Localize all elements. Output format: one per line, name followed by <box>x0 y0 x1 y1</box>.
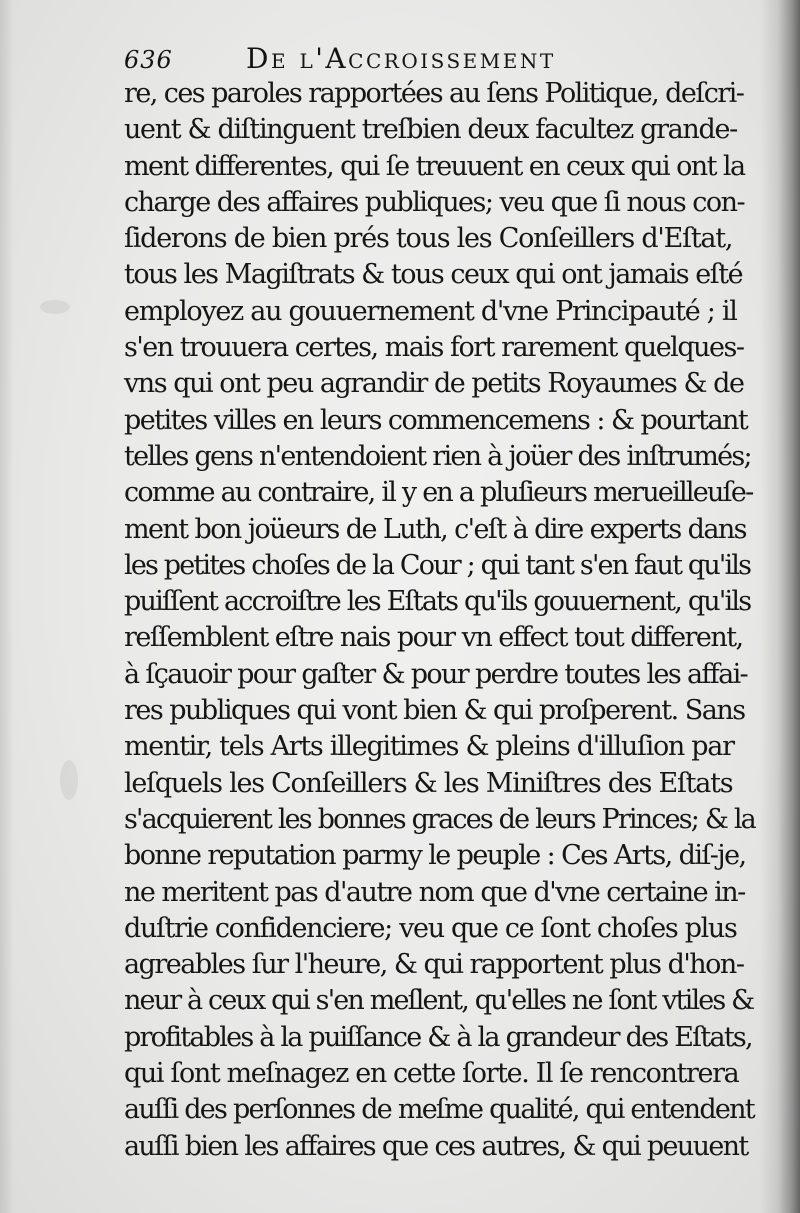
text-line: s'en trouuera certes, mais fort rarement quelques- <box>124 332 744 364</box>
page-number: 636 <box>124 46 173 74</box>
text-line: comme au contraire, il y en a pluſieurs merueilleuſe- <box>124 477 753 509</box>
text-line: ment bon joüeurs de Luth, c'eſt à dire experts dans <box>124 513 746 545</box>
page-left-edge-shadow <box>0 0 14 1213</box>
text-line: res publiques qui vont bien & qui proſperent. Sans <box>124 695 745 727</box>
page-gutter-shadow <box>760 0 800 1213</box>
text-line: employez au gouuernement d'vne Principauté ; il <box>124 295 737 327</box>
text-line: qui ſont meſnagez en cette ſorte. Il ſe rencontrera <box>124 1058 739 1090</box>
text-line: auſſi des perſonnes de meſme qualité, qui entendent <box>124 1094 754 1126</box>
text-line: profitables à la puiſſance & à la grandeur des Eſtats, <box>124 1021 752 1053</box>
text-line: tous les Magiſtrats & tous ceux qui ont jamais eſté <box>124 259 743 291</box>
running-header <box>124 40 594 80</box>
text-line: uent & diſtinguent treſbien deux facultez grande- <box>124 114 737 146</box>
paper-smudge <box>40 300 70 314</box>
text-line: re, ces paroles rapportées au ſens Politique, deſcri- <box>124 78 744 109</box>
text-line: les petites choſes de la Cour ; qui tant s'en faut qu'ils <box>124 549 751 581</box>
text-line: bonne reputation parmy le peuple : Ces Arts, diſ-je, <box>124 840 746 872</box>
text-line: neur à ceux qui s'en meſlent, qu'elles ne ſont vtiles & <box>124 985 754 1017</box>
text-line: telles gens n'entendoient rien à joüer des inſtrumés; <box>124 440 751 472</box>
body-text <box>124 76 755 1165</box>
text-line: leſquels les Conſeillers & les Miniſtres des Eſtats <box>124 767 733 799</box>
text-line: agreables ſur l'heure, & qui rapportent plus d'hon- <box>124 949 744 981</box>
text-line: ne meritent pas d'autre nom que d'vne certaine in- <box>124 876 745 908</box>
text-line: ſiderons de bien prés tous les Conſeillers d'Eſtat, <box>124 223 733 255</box>
text-line: reſſemblent eſtre nais pour vn effect tout different, <box>124 622 743 654</box>
text-line: auſſi bien les affaires que ces autres, & qui peuuent <box>124 1130 748 1162</box>
paper-smudge <box>60 760 78 800</box>
text-line: charge des affaires publiques; veu que ſi nous con- <box>124 186 745 218</box>
text-line: à ſçauoir pour gaſter & pour perdre toutes les affai- <box>124 658 748 690</box>
text-line: petites villes en leurs commencemens : & pourtant <box>124 404 748 436</box>
text-line: vns qui ont peu agrandir de petits Royaumes & de <box>124 368 744 400</box>
text-line: mentir, tels Arts illegitimes & pleins d'illuſion par <box>124 731 734 763</box>
text-line: puiſſent accroiſtre les Eſtats qu'ils gouuernent, qu'ils <box>124 586 751 618</box>
text-line: ment differentes, qui ſe treuuent en ceux qui ont la <box>124 150 745 182</box>
text-line: s'acquierent les bonnes graces de leurs Princes; & la <box>124 803 755 835</box>
running-title: De l'Accroissement <box>246 42 556 75</box>
text-line: duſtrie confidenciere; veu que ce ſont choſes plus <box>124 912 737 944</box>
